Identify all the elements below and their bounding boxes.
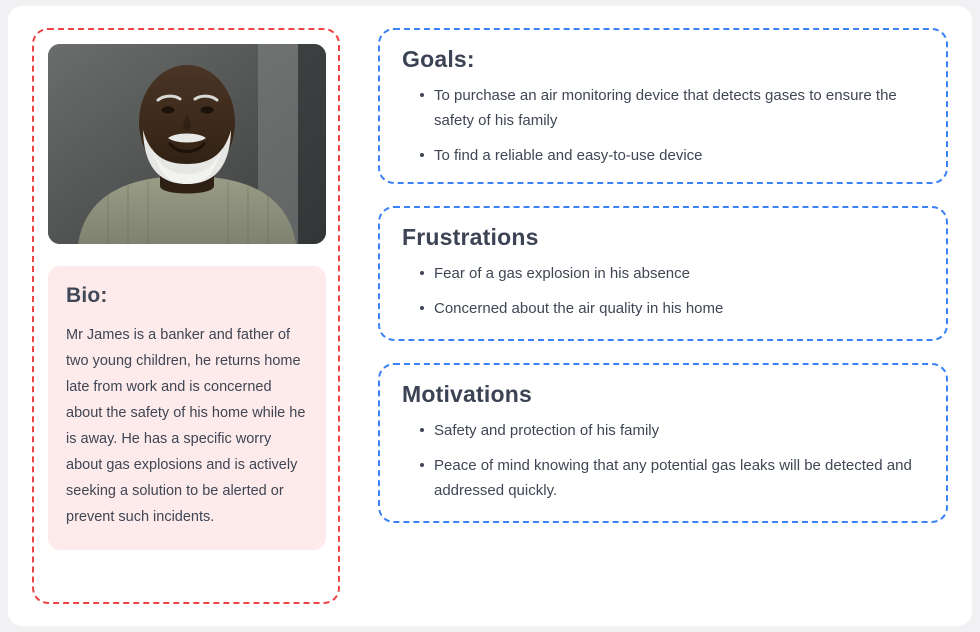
bio-title: Bio: (66, 284, 108, 307)
list-item: To find a reliable and easy-to-use device (420, 143, 924, 168)
list-item: Safety and protection of his family (420, 418, 924, 443)
section-motivations-title: Motivations (402, 381, 532, 407)
list-item: Peace of mind knowing that any potential gas leaks will be detected and addressed quickly. (420, 453, 924, 503)
portrait-photo (48, 44, 326, 244)
list-item: Concerned about the air quality in his home (420, 296, 924, 321)
section-goals-list (402, 83, 924, 168)
section-frustrations-list (402, 261, 924, 321)
persona-sections (378, 28, 948, 604)
section-motivations-list (402, 418, 924, 503)
section-goals (378, 28, 948, 184)
bio-card (48, 266, 326, 550)
portrait-illustration (48, 44, 326, 244)
bio-text: Mr James is a banker and father of two young children, he returns home late from work and is concerned about the safety of his home while he is away. He has a specific worry about gas explosions and is actively seeking a solution to be alerted or prevent such incidents. (66, 327, 306, 525)
section-frustrations-title: Frustrations (402, 224, 539, 250)
persona-profile-card (32, 28, 340, 604)
persona-layout (32, 28, 948, 604)
persona-card-page (8, 6, 972, 626)
section-frustrations (378, 206, 948, 341)
section-goals-title: Goals: (402, 46, 475, 72)
list-item: Fear of a gas explosion in his absence (420, 261, 924, 286)
section-motivations (378, 363, 948, 523)
list-item: To purchase an air monitoring device that detects gases to ensure the safety of his family (420, 83, 924, 133)
